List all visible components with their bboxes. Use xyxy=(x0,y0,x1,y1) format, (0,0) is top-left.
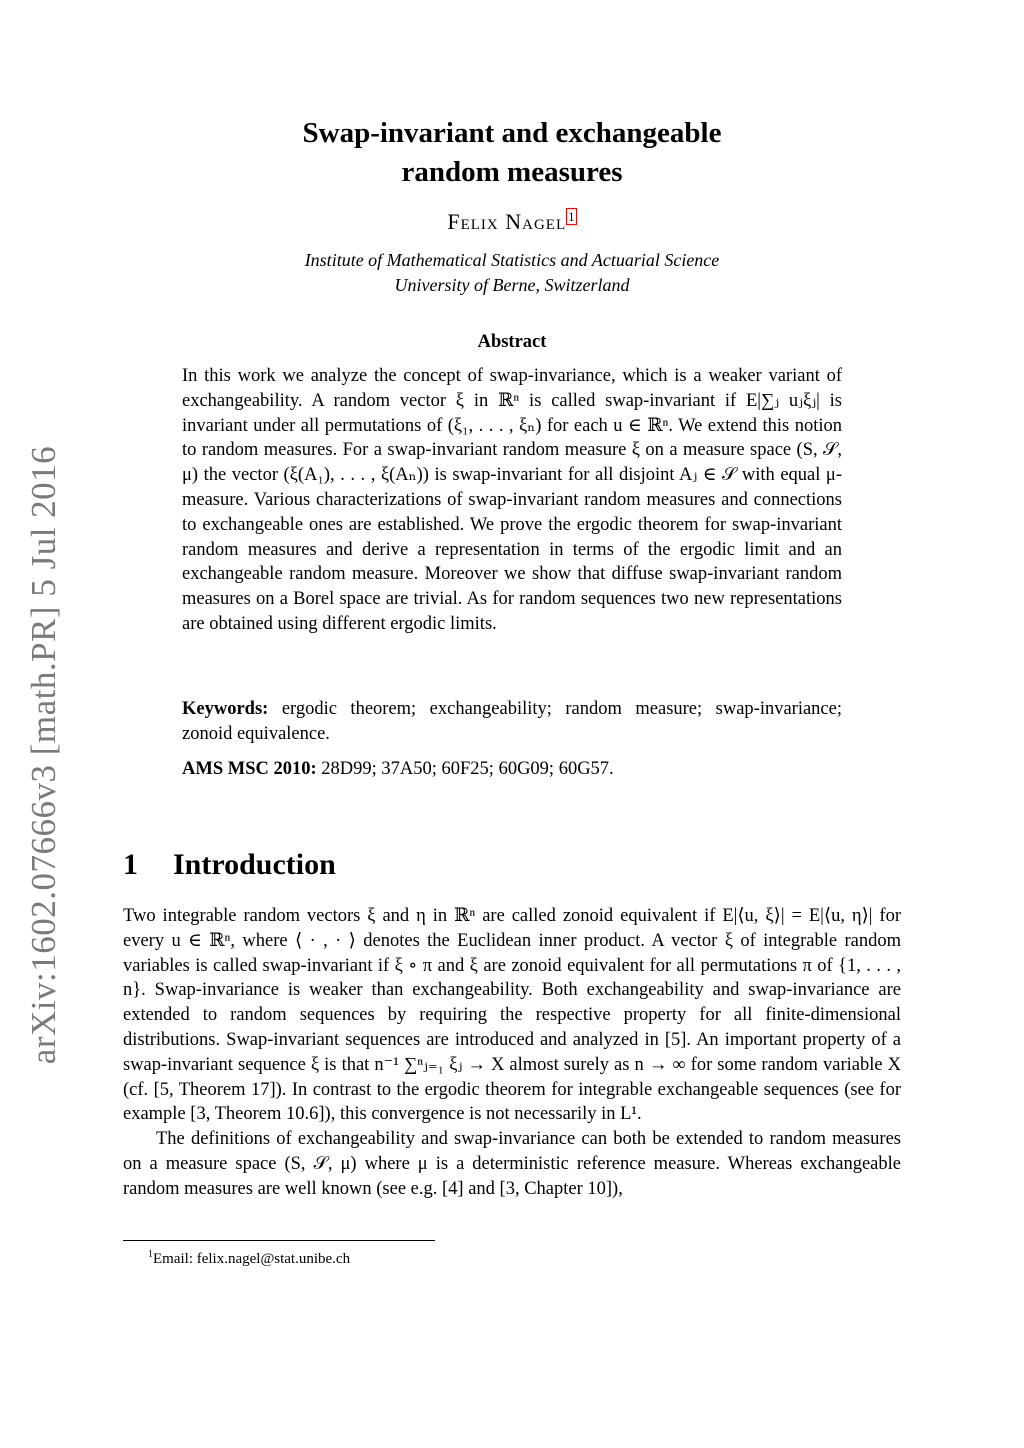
ams-label: AMS MSC 2010: xyxy=(182,759,317,779)
title-line-2: random measures xyxy=(401,156,623,188)
affiliation-line-1: Institute of Mathematical Statistics and Actuarial Science xyxy=(304,250,720,270)
keywords xyxy=(182,697,842,747)
title-line-1: Swap-invariant and exchangeable xyxy=(302,117,722,149)
ams-text: 28D99; 37A50; 60F25; 60G09; 60G57. xyxy=(321,759,614,779)
intro-paragraph-2: The definitions of exchangeability and swap-invariance can both be extended to random measures on a measure space (S, 𝒮, μ) where μ is a deterministic reference measure. Whereas exchangeable random measures are well known (see e.g. [4] and [3, Chapter 10]), xyxy=(123,1129,901,1199)
arxiv-identifier-text: arXiv:1602.07666v3 [math.PR] 5 Jul 2016 xyxy=(24,445,63,1065)
keywords-text: ergodic theorem; exchangeability; random measure; swap-invariance; zonoid equivalence. xyxy=(182,699,842,744)
footnote xyxy=(148,1245,848,1269)
footnote-mark: 1 xyxy=(148,1249,153,1260)
footnote-rule xyxy=(123,1240,435,1241)
intro-paragraph-1: Two integrable random vectors ξ and η in ℝⁿ are called zonoid equivalent if E|⟨u, ξ⟩| = E|⟨u, η⟩| for every u ∈ ℝⁿ, where ⟨ · , · ⟩ denotes the Euclidean inner product. A vector ξ of integrable random variables is called swap-invariant if ξ ∘ π and ξ are zonoid equivalent for all permutations π of {1, . . . , n}. Swap-invariance is weaker than exchangeability. Both exchangeability and swap-invariance are extended to random sequences by requiring the respective property for all finite-dimensional distributions. Swap-invariant sequences are introduced and analyzed in [5]. An important property of a swap-invariant sequence ξ is that n⁻¹ ∑ⁿⱼ₌₁ ξⱼ → X almost surely as n → ∞ for some random variable X (cf. [5, Theorem 17]). In contrast to the ergodic theorem for integrable exchangeable sequences (see for example [3, Theorem 10.6]), this convergence is not necessarily in L¹. xyxy=(123,906,901,1125)
section-number: 1 xyxy=(123,848,138,881)
abstract-body: In this work we analyze the concept of swap-invariance, which is a weaker variant of exchangeability. A random vector ξ in ℝⁿ is called swap-invariant if E|∑ⱼ uⱼξⱼ| is invariant under all permutations of (ξ₁, . . . , ξₙ) for each u ∈ ℝⁿ. We extend this notion to random measures. For a swap-invariant random measure ξ on a measure space (S, 𝒮, μ) the vector (ξ(A₁), . . . , ξ(Aₙ)) is swap-invariant for all disjoint Aⱼ ∈ 𝒮 with equal μ-measure. Various characterizations of swap-invariant random measures and connections to exchangeable ones are established. We prove the ergodic theorem for swap-invariant random measures and derive a representation in terms of the ergodic limit and an exchangeable random measure. Moreover we show that diffuse swap-invariant random measures on a Borel space are trivial. As for random sequences two new representations are obtained using different ergodic limits. xyxy=(182,366,842,634)
introduction-body xyxy=(123,904,901,1202)
author-footnote-link[interactable]: 1 xyxy=(568,208,575,224)
arxiv-identifier-stamp xyxy=(14,445,74,1065)
ams-classification xyxy=(182,757,842,782)
section-heading xyxy=(123,848,903,882)
affiliation xyxy=(180,248,844,298)
abstract-heading: Abstract xyxy=(477,332,547,352)
paper-title xyxy=(180,114,844,192)
footnote-text: Email: felix.nagel@stat.unibe.ch xyxy=(153,1251,351,1267)
author-line xyxy=(180,209,844,235)
affiliation-line-2: University of Berne, Switzerland xyxy=(394,275,630,295)
section-title: Introduction xyxy=(173,848,336,881)
author-name: Felix Nagel xyxy=(447,209,567,234)
keywords-label: Keywords: xyxy=(182,699,269,719)
